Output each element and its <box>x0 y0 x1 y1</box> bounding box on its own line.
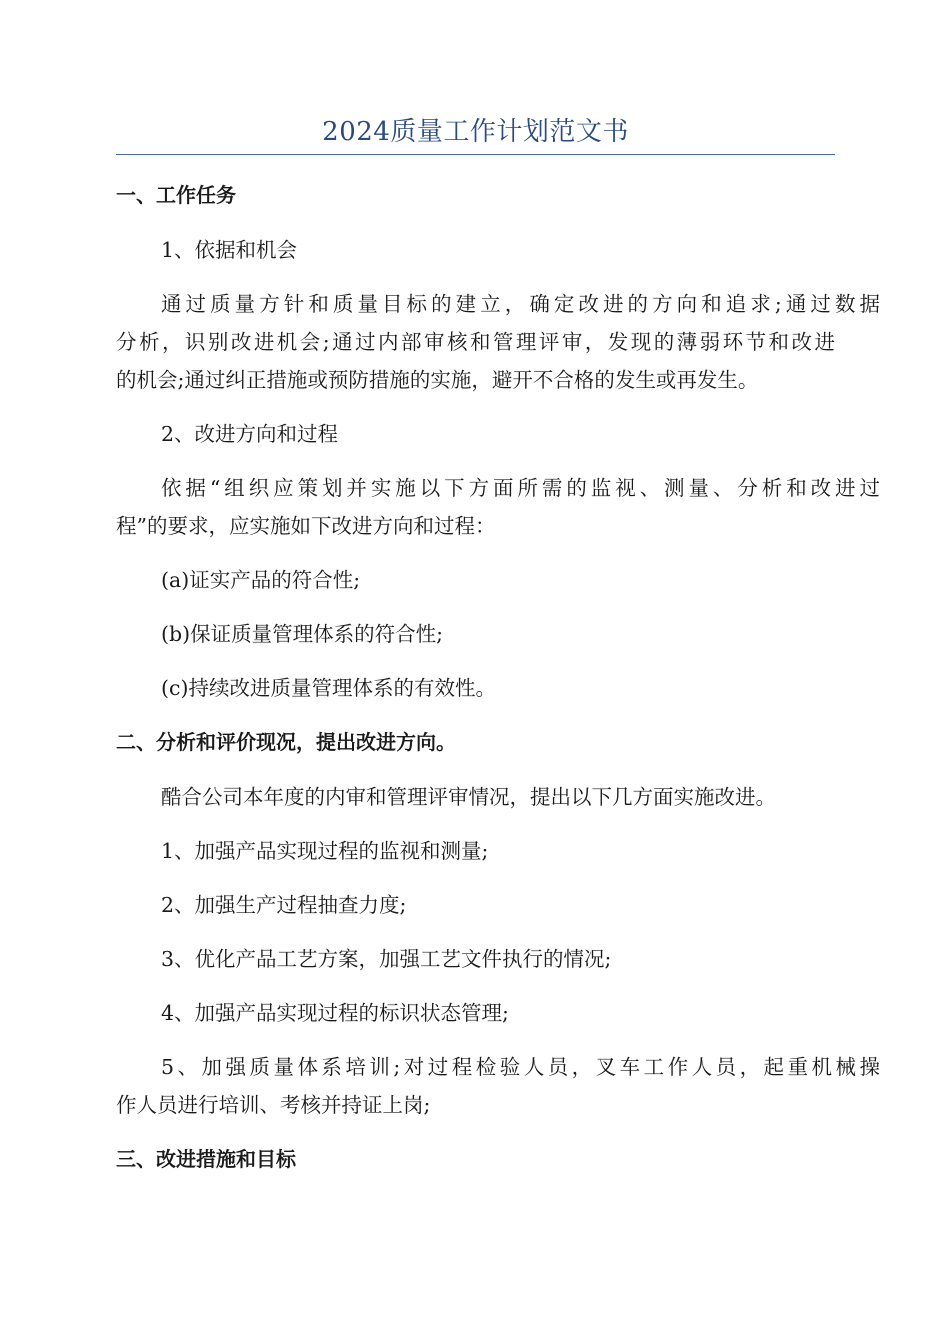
paragraph-line: 通过质量方针和质量目标的建立，确定改进的方向和追求;通过数据 <box>161 292 880 316</box>
paragraph-line: 程”的要求，应实施如下改进方向和过程： <box>116 514 496 538</box>
paragraph-line: 酷合公司本年度的内审和管理评审情况，提出以下几方面实施改进。 <box>161 785 776 809</box>
subheading-direction: 2、改进方向和过程 <box>161 422 339 446</box>
list-item: (c)持续改进质量管理体系的有效性。 <box>161 676 496 700</box>
paragraph-line: 的机会;通过纠正措施或预防措施的实施，避开不合格的发生或再发生。 <box>116 368 759 392</box>
document-page <box>116 0 880 1344</box>
list-item: 5、加强质量体系培训;对过程检验人员，叉车工作人员，起重机械操 <box>161 1055 880 1079</box>
section-heading-3: 三、改进措施和目标 <box>116 1147 296 1171</box>
list-item-continuation: 作人员进行培训、考核并持证上岗; <box>116 1093 431 1117</box>
section-heading-2: 二、分析和评价现况，提出改进方向。 <box>116 730 456 754</box>
section-heading-1: 一、工作任务 <box>116 183 236 207</box>
list-item: 1、加强产品实现过程的监视和测量; <box>161 839 489 863</box>
paragraph-line: 分析，识别改进机会;通过内部审核和管理评审，发现的薄弱环节和改进 <box>116 330 835 354</box>
list-item: (a)证实产品的符合性; <box>161 568 361 592</box>
title-underline <box>116 154 835 155</box>
list-item: (b)保证质量管理体系的符合性; <box>161 622 444 646</box>
list-item: 2、加强生产过程抽查力度; <box>161 893 407 917</box>
paragraph-line: 依据“组织应策划并实施以下方面所需的监视、测量、分析和改进过 <box>161 476 880 500</box>
document-title: 2024质量工作计划范文书 <box>322 117 629 147</box>
list-item: 4、加强产品实现过程的标识状态管理; <box>161 1001 509 1025</box>
list-item: 3、优化产品工艺方案，加强工艺文件执行的情况; <box>161 947 612 971</box>
subheading-basis: 1、依据和机会 <box>161 238 298 262</box>
